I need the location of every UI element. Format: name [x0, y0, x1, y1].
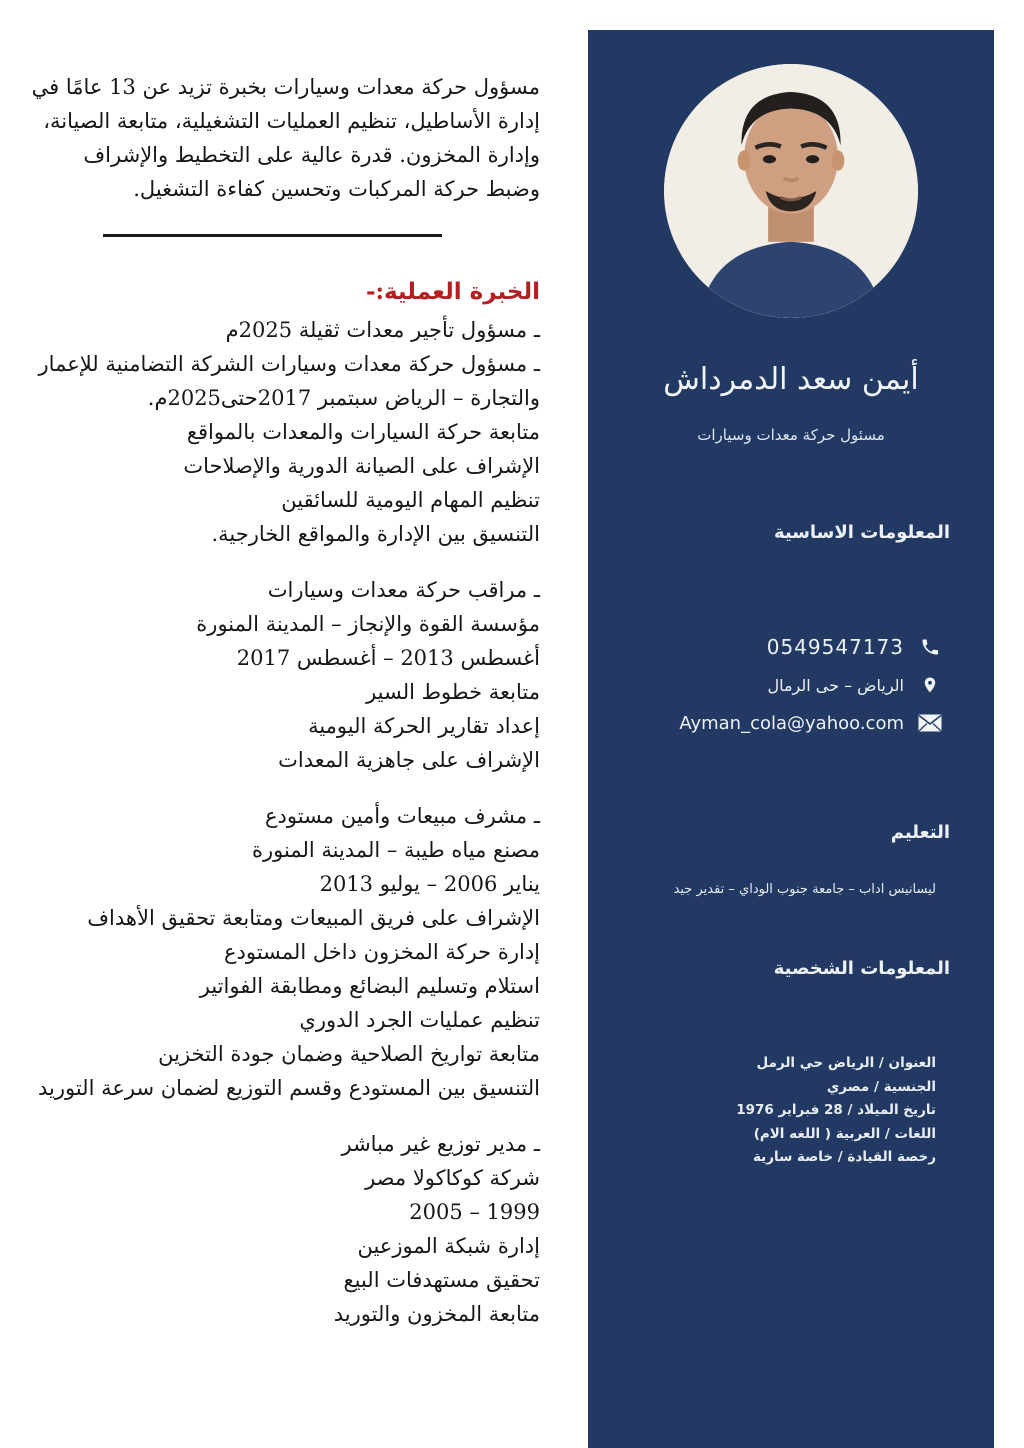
- job-entry: [28, 1127, 540, 1331]
- job-entry: [28, 799, 540, 1105]
- job-duty: إعداد تقارير الحركة اليومية: [308, 714, 540, 738]
- job-duty: إدارة حركة المخزون داخل المستودع: [223, 940, 540, 964]
- job-duty: التنسيق بين المستودع وقسم التوزيع لضمان سرعة التوريد: [37, 1076, 540, 1100]
- job-duty: تنظيم عمليات الجرد الدوري: [299, 1008, 540, 1032]
- job-entry: [28, 313, 540, 347]
- personal-driving-license: رخصة القيادة / خاصة سارية: [752, 1149, 936, 1165]
- phone-number: 0549547173: [766, 635, 904, 659]
- job-duty: متابعة المخزون والتوريد: [333, 1302, 540, 1326]
- job-company: مصنع مياه طيبة – المدينة المنورة: [251, 838, 540, 862]
- job-duty: متابعة خطوط السير: [366, 680, 540, 704]
- job-title: ـ مدير توزيع غير مباشر: [341, 1132, 540, 1156]
- section-divider: [103, 234, 442, 237]
- job-duty: متابعة حركة السيارات والمعدات بالمواقع: [186, 420, 540, 444]
- personal-languages: اللغات / العربية ( اللغه الام): [753, 1125, 936, 1142]
- candidate-name: أيمن سعد الدمرداش: [663, 362, 919, 397]
- location-text: الرياض – حى الرمال: [767, 675, 904, 695]
- basic-info-heading: المعلومات الاساسية: [773, 522, 950, 543]
- email-row: [588, 704, 942, 742]
- phone-icon: [918, 635, 942, 659]
- job-duty: تنظيم المهام اليومية للسائقين: [281, 488, 540, 512]
- profile-summary: مسؤول حركة معدات وسيارات بخبرة تزيد عن 13 عامًا في إدارة الأساطيل، تنظيم العمليات التشغيلية، متابعة الصيانة، وإدارة المخزون. قدرة عالية على التخطيط والإشراف وضبط حركة المركبات وتحسين كفاءة التشغيل.: [31, 75, 540, 201]
- job-title: ـ مراقب حركة معدات وسيارات: [267, 578, 540, 602]
- job-duty: التنسيق بين الإدارة والمواقع الخارجية.: [211, 522, 540, 546]
- phone-row: [588, 628, 942, 666]
- education-heading: التعليم: [890, 822, 950, 843]
- personal-nationality: الجنسية / مصري: [826, 1078, 936, 1095]
- job-duty: تحقيق مستهدفات البيع: [343, 1268, 540, 1292]
- job-dates: أغسطس 2013 – أغسطس 2017: [236, 646, 540, 670]
- personal-address: العنوان / الرياض حي الرمل: [756, 1055, 936, 1071]
- job-duty: إدارة شبكة الموزعين: [357, 1234, 540, 1258]
- personal-info-list: [608, 1052, 936, 1170]
- candidate-role: مسئول حركة معدات وسيارات: [697, 426, 885, 444]
- main-content: [28, 70, 540, 1353]
- envelope-icon: [918, 711, 942, 735]
- sidebar: [588, 30, 994, 1448]
- education-degree: ليسانيس اداب – جامعة جنوب الوداي – تقدير جيد: [673, 882, 936, 897]
- job-title: ـ مسؤول حركة معدات وسيارات الشركة التضامنية للإعمار والتجارة – الرياض سبتمبر 2017حتى2025م.: [38, 352, 540, 410]
- job-dates: 1999 – 2005: [409, 1200, 540, 1224]
- job-entry: [28, 347, 540, 551]
- personal-birthdate: تاريخ الميلاد / 28 فبراير 1976: [736, 1102, 936, 1118]
- job-dates: يناير 2006 – يوليو 2013: [319, 872, 540, 896]
- personal-info-heading: المعلومات الشخصية: [773, 958, 950, 979]
- job-duty: الإشراف على الصيانة الدورية والإصلاحات: [183, 454, 540, 478]
- job-duty: الإشراف على فريق المبيعات ومتابعة تحقيق الأهداف: [87, 906, 540, 930]
- job-duty: متابعة تواريخ الصلاحية وضمان جودة التخزين: [158, 1042, 540, 1066]
- avatar-illustration: [664, 64, 918, 318]
- job-company: مؤسسة القوة والإنجاز – المدينة المنورة: [196, 612, 540, 636]
- contact-list: [588, 628, 994, 742]
- email-text: Ayman_cola@yahoo.com: [679, 712, 904, 734]
- job-entry: [28, 573, 540, 777]
- job-duty: الإشراف على جاهزية المعدات: [278, 748, 540, 772]
- location-row: [588, 666, 942, 704]
- job-duty: استلام وتسليم البضائع ومطابقة الفواتير: [199, 974, 540, 998]
- experience-heading: الخبرة العملية:-: [365, 278, 540, 305]
- job-title: ـ مشرف مبيعات وأمين مستودع: [264, 804, 540, 828]
- location-pin-icon: [918, 673, 942, 697]
- job-title: ـ مسؤول تأجير معدات ثقيلة 2025م: [225, 318, 540, 342]
- job-company: شركة كوكاكولا مصر: [365, 1166, 540, 1190]
- profile-photo: [664, 64, 918, 318]
